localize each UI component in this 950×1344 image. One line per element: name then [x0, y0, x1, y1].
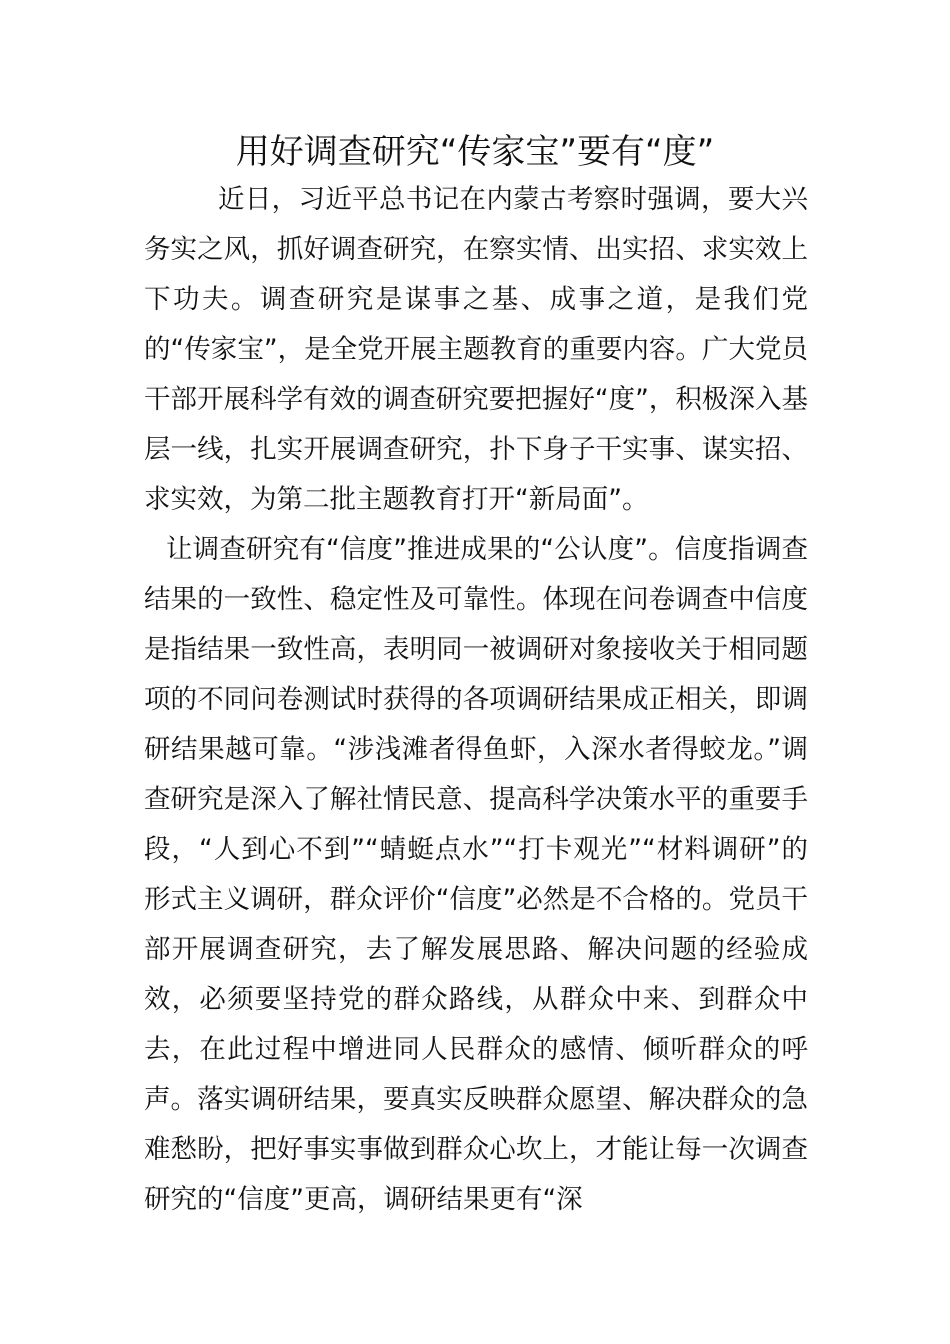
paragraph-intro: 近日，习近平总书记在内蒙古考察时强调，要大兴务实之风，抓好调查研究，在察实情、出实招、求实效上下功夫。调查研究是谋事之基、成事之道，是我们党的“传家宝”，是全党开展主题教育的重要内容。广大党员干部开展科学有效的调查研究要把握好“度”，积极深入基层一线，扎实开展调查研究，扑下身子干实事、谋实招、求实效，为第二批主题教育打开“新局面”。	[144, 184, 808, 515]
paragraph-reliability: 让调查研究有“信度”推进成果的“公认度”。信度指调查结果的一致性、稳定性及可靠性。体现在问卷调查中信度是指结果一致性高，表明同一被调研对象接收关于相同题项的不同问卷测试时获得的各项调研结果成正相关，即调研结果越可靠。“涉浅滩者得鱼虾，入深水者得蛟龙。”调查研究是深入了解社情民意、提高科学决策水平的重要手段，“人到心不到”“蜻蜓点水”“打卡观光”“材料调研”的形式主义调研，群众评价“信度”必然是不合格的。党员干部开展调查研究，去了解发展思路、解决问题的经验成效，必须要坚持党的群众路线，从群众中来、到群众中去，在此过程中增进同人民群众的感情、倾听群众的呼声。落实调研结果，要真实反映群众愿望、解决群众的急难愁盼，把好事实事做到群众心坎上，才能让每一次调查研究的“信度”更高，调研结果更有“深	[144, 534, 808, 1215]
document-body	[144, 175, 808, 1225]
document-title: 用好调查研究“传家宝”要有“度”	[235, 132, 715, 172]
